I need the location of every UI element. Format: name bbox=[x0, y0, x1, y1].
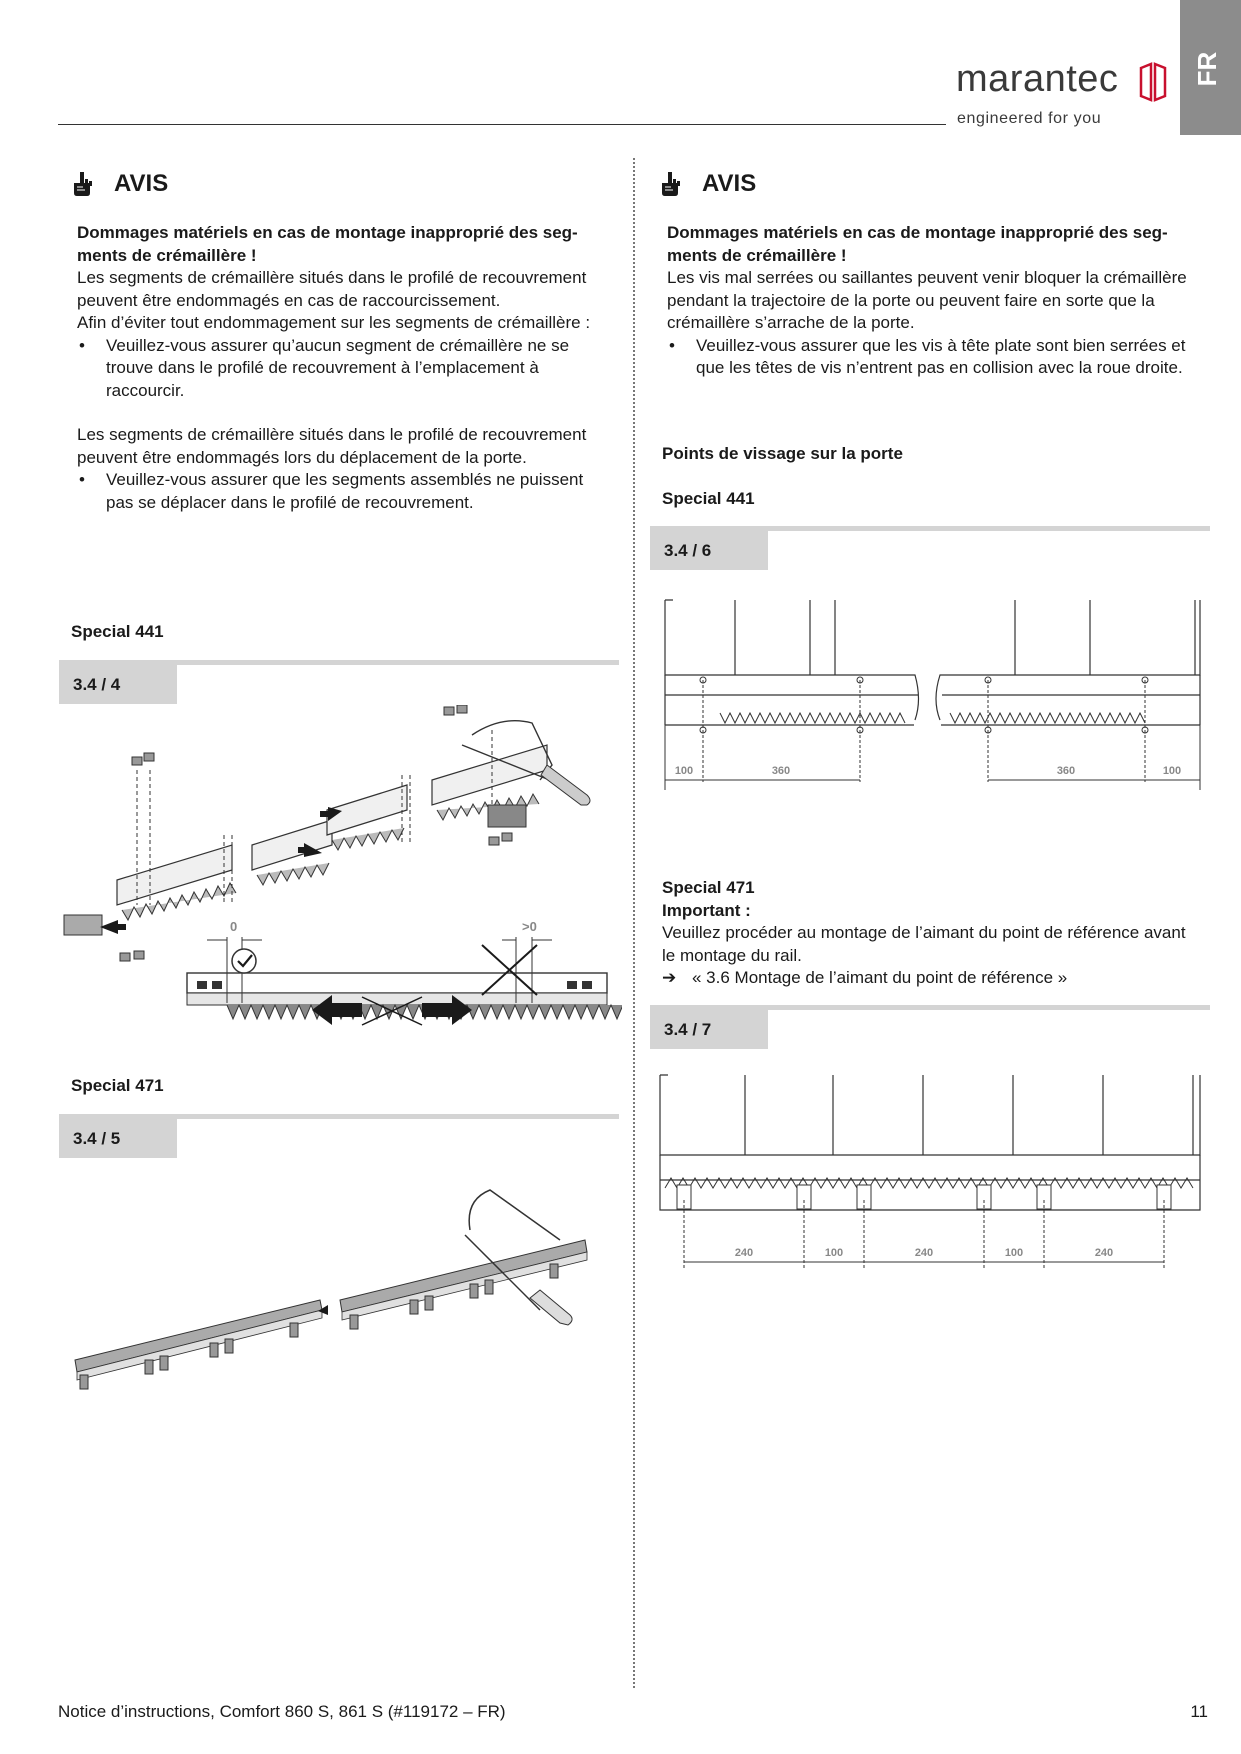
points-label: Points de vissage sur la porte bbox=[662, 444, 903, 463]
notice-heading-line1: Dommages matériels en cas de montage inapproprié des seg- bbox=[77, 223, 578, 242]
important-block bbox=[662, 877, 1202, 990]
important-text: Veuillez procéder au montage de l’aimant du point de référence avant le montage du rail. bbox=[662, 923, 1186, 965]
notice-heading-line1: Dommages matériels en cas de montage inapproprié des seg- bbox=[667, 223, 1168, 242]
dimension-label: 240 bbox=[914, 1247, 934, 1259]
screw-points-diagram-471 bbox=[655, 1070, 1205, 1280]
dimension-label: 360 bbox=[771, 765, 791, 777]
notice-bullet: • Veuillez-vous assurer que les segments assemblés ne puissent pas se déplacer dans le profilé de recouvrement. bbox=[77, 469, 597, 514]
footer-document-title: Notice d’instructions, Comfort 860 S, 861 S (#119172 – FR) bbox=[58, 1702, 506, 1721]
logo-door-icon bbox=[1138, 60, 1174, 104]
column-divider bbox=[633, 158, 635, 1688]
notice-header-left bbox=[72, 170, 168, 198]
rack-assembly-illustration bbox=[62, 705, 622, 1045]
header-rule bbox=[58, 124, 946, 125]
dimension-label: 240 bbox=[1094, 1247, 1114, 1259]
notice-bullet: • Veuillez-vous assurer que les vis à tête plate sont bien serrées et que les têtes de vis n’entrent pas en collision avec la roue droite. bbox=[667, 335, 1197, 380]
notice-title: AVIS bbox=[114, 170, 169, 197]
figure-tag: 3.4 / 6 bbox=[650, 529, 768, 570]
notice-body-left bbox=[77, 222, 597, 514]
section-label: Special 471 bbox=[662, 878, 755, 897]
pointing-hand-icon bbox=[72, 171, 94, 197]
section-label: Special 441 bbox=[662, 489, 755, 508]
dimension-label: 100 bbox=[674, 765, 694, 777]
figure-tag: 3.4 / 7 bbox=[650, 1008, 768, 1049]
dimension-label: 100 bbox=[1162, 765, 1182, 777]
notice-body-right bbox=[667, 222, 1197, 380]
notice-bullet: • Veuillez-vous assurer qu’aucun segment de crémaillère ne se trouve dans le profilé de recouvrement à l’emplacement à raccourcir. bbox=[77, 335, 597, 403]
dimension-label: 100 bbox=[824, 1247, 844, 1259]
dimension-label: >0 bbox=[522, 919, 537, 934]
section-label: Special 471 bbox=[71, 1076, 164, 1095]
notice-heading-line2: ments de crémaillère ! bbox=[667, 245, 847, 265]
logo-wordmark: marantec bbox=[956, 58, 1119, 100]
notice-paragraph: Les segments de crémaillère situés dans le profilé de recouvrement peuvent être endommagés en cas de raccourcissement. bbox=[77, 268, 587, 310]
cross-reference-link[interactable]: « 3.6 Montage de l’aimant du point de référence » bbox=[692, 968, 1068, 987]
arrow-right-icon: ➔ bbox=[662, 968, 677, 987]
dimension-label: 240 bbox=[734, 1247, 754, 1259]
notice-title: AVIS bbox=[702, 170, 757, 197]
notice-paragraph: Les vis mal serrées ou saillantes peuvent venir bloquer la crémaillère pendant la trajectoire de la porte ou peuvent faire en sorte que la crémaillère s’arrache de la porte. bbox=[667, 268, 1187, 332]
rack-cutting-illustration bbox=[70, 1180, 620, 1400]
notice-paragraph: Afin d’éviter tout endommagement sur les segments de crémaillère : bbox=[77, 313, 591, 332]
screw-points-diagram-441 bbox=[660, 590, 1210, 800]
notice-paragraph: Les segments de crémaillère situés dans le profilé de recouvrement peuvent être endommagés lors du déplacement de la porte. bbox=[77, 425, 587, 467]
figure-tag: 3.4 / 5 bbox=[59, 1117, 177, 1158]
language-tab: FR bbox=[1180, 0, 1241, 135]
marantec-logo bbox=[956, 58, 1176, 128]
dimension-label: 100 bbox=[1004, 1247, 1024, 1259]
important-label: Important : bbox=[662, 900, 751, 920]
pointing-hand-icon bbox=[660, 171, 682, 197]
page-number: 11 bbox=[1190, 1702, 1208, 1721]
section-label: Special 441 bbox=[71, 622, 164, 641]
figure-tag: 3.4 / 4 bbox=[59, 663, 177, 704]
dimension-label: 0 bbox=[230, 919, 238, 934]
notice-header-right bbox=[660, 170, 756, 198]
notice-heading-line2: ments de crémaillère ! bbox=[77, 245, 257, 265]
logo-tagline: engineered for you bbox=[957, 110, 1102, 127]
dimension-label: 360 bbox=[1056, 765, 1076, 777]
